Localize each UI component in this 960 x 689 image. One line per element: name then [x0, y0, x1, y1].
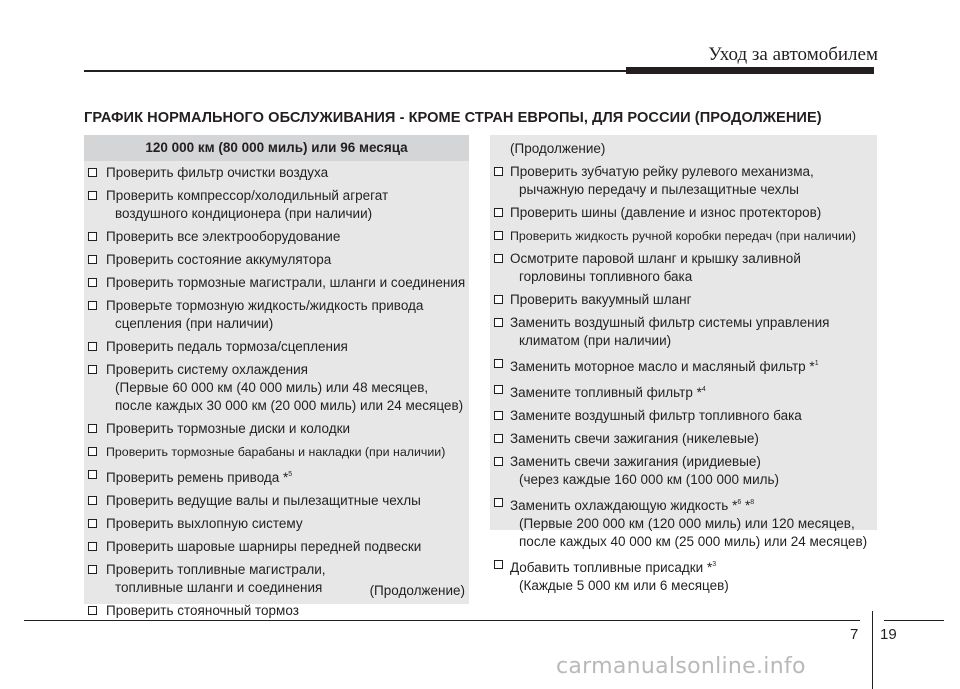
item-text: Проверить фильтр очистки воздуха — [106, 165, 329, 180]
checklist-item — [490, 556, 877, 595]
checkbox-icon — [88, 542, 97, 551]
item-text: Проверить ведущие валы и пылезащитные чехлы — [106, 493, 421, 508]
checkbox-icon — [494, 498, 503, 507]
item-text: Проверить шины (давление и износ протекторов) — [510, 205, 822, 220]
footnote-marker: 6 — [737, 499, 742, 506]
footer-rule — [24, 620, 860, 621]
item-text: Проверьте тормозную жидкость/жидкость привода — [106, 298, 424, 313]
checkbox-icon — [494, 295, 503, 304]
checklist-item — [490, 494, 877, 551]
item-text: Замените воздушный фильтр топливного бака — [510, 408, 802, 423]
item-text-continued: топливные шланги и соединения — [115, 580, 323, 595]
checkbox-icon — [88, 191, 97, 200]
item-text: Проверить стояночный тормоз — [106, 603, 299, 618]
checklist-item — [490, 227, 877, 245]
checklist-item — [490, 453, 877, 489]
checkbox-icon — [88, 365, 97, 374]
checkbox-icon — [88, 255, 97, 264]
item-text: Проверить компрессор/холодильный агрегат — [106, 188, 389, 203]
item-text: Проверить жидкость ручной коробки передач (при наличии) — [510, 229, 856, 243]
item-text: Проверить выхлопную систему — [106, 516, 303, 531]
item-text: Проверить педаль тормоза/сцепления — [106, 339, 348, 354]
checklist-item — [490, 381, 877, 402]
item-text-continued: (Каждые 5 000 км или 6 месяцев) — [519, 578, 729, 593]
item-text: Осмотрите паровой шланг и крышку заливной — [510, 251, 801, 266]
footer-rule-right — [884, 620, 944, 621]
item-text-continued: после каждых 40 000 км (25 000 миль) или 24 месяцев) — [519, 534, 868, 549]
item-text: Проверить все электрооборудование — [106, 229, 341, 244]
checkbox-icon — [494, 385, 503, 394]
item-text: Заменить свечи зажигания (никелевые) — [510, 431, 759, 446]
checkbox-icon — [88, 519, 97, 528]
item-text: Проверить ремень привода * — [106, 470, 289, 485]
item-text: Заменить охлаждающую жидкость * — [510, 498, 738, 513]
checkbox-icon — [494, 359, 503, 368]
checkbox-icon — [494, 434, 503, 443]
footnote-marker: 5 — [288, 471, 293, 478]
checkbox-icon — [88, 232, 97, 241]
checklist-item — [84, 274, 469, 292]
item-text: Проверить вакуумный шланг — [510, 292, 692, 307]
checklist-item — [490, 204, 877, 222]
checkbox-icon — [494, 318, 503, 327]
footnote-marker: 1 — [814, 360, 819, 367]
item-text-continued: горловины топливного бака — [519, 269, 693, 284]
continued-note: (Продолжение) — [369, 583, 465, 598]
checkbox-icon — [88, 424, 97, 433]
item-text-continued: сцепления (при наличии) — [115, 316, 274, 331]
item-text-continued: (Первые 60 000 км (40 000 миль) или 48 месяцев, — [115, 380, 429, 395]
item-text: Проверить состояние аккумулятора — [106, 252, 332, 267]
checkbox-icon — [494, 231, 503, 240]
checklist-item — [84, 443, 469, 461]
item-text: Заменить моторное масло и масляный фильтр * — [510, 359, 815, 374]
checklist-item — [490, 314, 877, 350]
section-heading: ГРАФИК НОРМАЛЬНОГО ОБСЛУЖИВАНИЯ - КРОМЕ СТРАН ЕВРОПЫ, ДЛЯ РОССИИ (ПРОДОЛЖЕНИЕ) — [84, 110, 822, 126]
checklist-item — [490, 250, 877, 286]
checklist-item — [84, 515, 469, 533]
checkbox-icon — [88, 470, 97, 479]
item-text: Проверить шаровые шарниры передней подвески — [106, 539, 422, 554]
checklist-item — [84, 492, 469, 510]
item-text-continued: (через каждые 160 000 км (100 000 миль) — [519, 472, 780, 487]
checklist-item — [84, 164, 469, 182]
checkbox-icon — [494, 457, 503, 466]
footnote-marker: 3 — [712, 561, 717, 568]
checkbox-icon — [88, 447, 97, 456]
watermark: carmanualsonline.info — [556, 654, 806, 679]
checklist-item — [84, 466, 469, 487]
checkbox-icon — [494, 208, 503, 217]
checkbox-icon — [494, 167, 503, 176]
checklist-item — [84, 338, 469, 356]
item-text: Проверить тормозные магистрали, шланги и соединения — [106, 275, 466, 290]
checkbox-icon — [88, 496, 97, 505]
checklist-item — [490, 407, 877, 425]
checkbox-icon — [88, 278, 97, 287]
checklist-item — [84, 297, 469, 333]
footnote-marker: 8 — [750, 499, 755, 506]
checklist-item — [84, 228, 469, 246]
checklist-item — [84, 251, 469, 269]
checkbox-icon — [88, 565, 97, 574]
checklist-item — [490, 163, 877, 199]
checkbox-icon — [88, 168, 97, 177]
item-text: Заменить воздушный фильтр системы управления — [510, 315, 830, 330]
checkbox-icon — [494, 560, 503, 569]
item-text: Замените топливный фильтр * — [510, 385, 702, 400]
item-text: Проверить тормозные диски и колодки — [106, 421, 351, 436]
page-number: 19 — [880, 626, 897, 643]
item-text: Проверить систему охлаждения — [106, 362, 308, 377]
continued-note-top: (Продолжение) — [510, 141, 606, 156]
checkbox-icon — [494, 254, 503, 263]
checklist-item — [490, 355, 877, 376]
chapter-number: 7 — [850, 626, 859, 643]
left-checklist — [84, 161, 469, 620]
checklist-item — [84, 420, 469, 438]
checklist-item — [490, 291, 877, 309]
item-text: Проверить зубчатую рейку рулевого механизма, — [510, 164, 814, 179]
item-text: Заменить свечи зажигания (иридиевые) — [510, 454, 761, 469]
item-text-cont: * — [741, 498, 751, 513]
item-text-continued: рычажную передачу и пылезащитные чехлы — [519, 182, 799, 197]
checklist-item — [84, 602, 469, 620]
item-text-continued: после каждых 30 000 км (20 000 миль) или 24 месяцев) — [115, 398, 464, 413]
right-checklist — [490, 163, 877, 595]
checkbox-icon — [494, 411, 503, 420]
item-text-continued: воздушного кондиционера (при наличии) — [115, 206, 373, 221]
item-text-continued: климатом (при наличии) — [519, 333, 672, 348]
header-accent-bar — [626, 67, 874, 74]
interval-header: 120 000 км (80 000 миль) или 96 месяца — [84, 135, 469, 161]
checklist-item — [490, 430, 877, 448]
item-text: Добавить топливные присадки * — [510, 560, 713, 575]
footer-divider — [872, 611, 873, 689]
checkbox-icon — [88, 606, 97, 615]
checkbox-icon — [88, 342, 97, 351]
item-text: Проверить топливные магистрали, — [106, 562, 326, 577]
right-schedule-panel — [490, 135, 877, 593]
checklist-item — [84, 538, 469, 556]
left-schedule-panel — [84, 135, 469, 618]
checklist-item — [84, 187, 469, 223]
item-text: Проверить тормозные барабаны и накладки (при наличии) — [106, 445, 446, 459]
checklist-item — [84, 361, 469, 415]
item-text-continued: (Первые 200 000 км (120 000 миль) или 120 месяцев, — [519, 516, 855, 531]
header-title: Уход за автомобилем — [708, 44, 878, 65]
footnote-marker: 4 — [701, 386, 706, 393]
checkbox-icon — [88, 301, 97, 310]
